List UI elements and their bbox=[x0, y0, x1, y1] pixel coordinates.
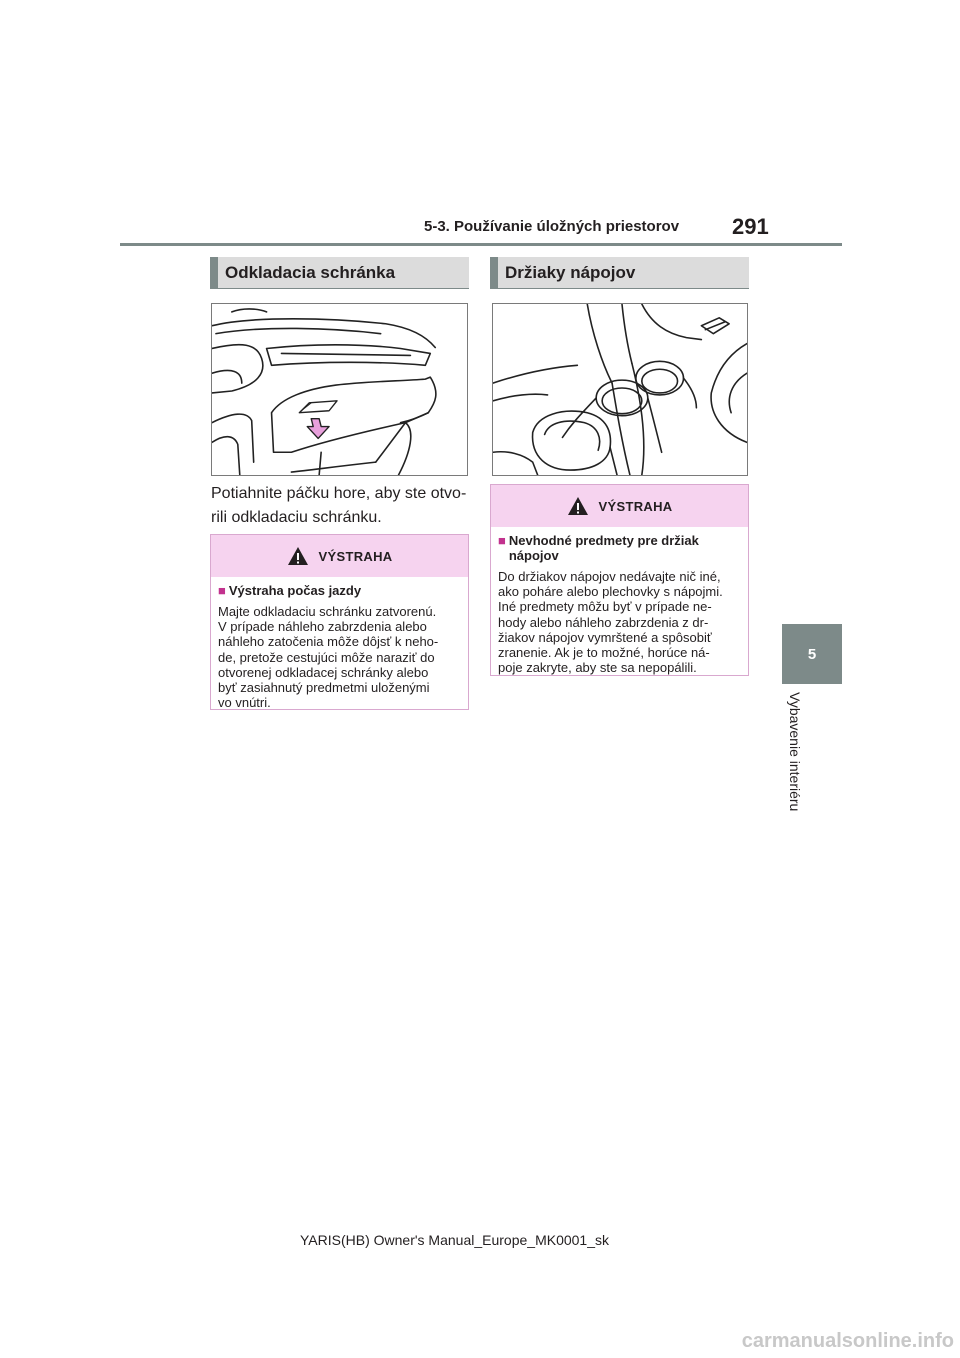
warning-label: VÝSTRAHA bbox=[318, 548, 393, 564]
cup-holders-heading: Držiaky nápojov bbox=[490, 257, 749, 289]
glovebox-caption-line2: rili odkladaciu schránku. bbox=[211, 509, 382, 526]
manual-footer: YARIS(HB) Owner's Manual_Europe_MK0001_sk bbox=[300, 1232, 609, 1248]
section-title: 5-3. Používanie úložných priestorov bbox=[424, 218, 680, 235]
page-number: 291 bbox=[732, 214, 769, 239]
glovebox-warning-box bbox=[210, 534, 469, 710]
glovebox-heading: Odkladacia schránka bbox=[210, 257, 469, 289]
warning-line: Iné predmety môžu byť v prípade ne- bbox=[498, 599, 712, 615]
glovebox-illustration bbox=[211, 303, 468, 476]
warning-line: zranenie. Ak je to možné, horúce ná- bbox=[498, 645, 710, 661]
warning-item-title bbox=[498, 533, 742, 563]
cup-holders-illustration bbox=[492, 303, 748, 476]
warning-line: hody alebo náhleho zabrzdenia z dr- bbox=[498, 614, 709, 630]
warning-line: Majte odkladaciu schránku zatvorenú. bbox=[218, 604, 437, 619]
warning-item-title-text bbox=[509, 533, 699, 563]
warning-line: vo vnútri. bbox=[218, 695, 271, 711]
warning-line: Do držiakov nápojov nedávajte nič iné, bbox=[498, 569, 721, 584]
warning-text bbox=[218, 604, 462, 710]
watermark: carmanualsonline.info bbox=[741, 1330, 954, 1352]
warning-line: poje zakryte, aby ste sa nepopálili. bbox=[498, 660, 697, 676]
warning-item-title-line: Nevhodné predmety pre držiak bbox=[508, 533, 699, 548]
warning-item-title bbox=[218, 583, 462, 598]
chapter-title: Vybavenie interiéru bbox=[787, 692, 803, 812]
warning-text bbox=[498, 569, 742, 675]
square-bullet-icon: ■ bbox=[498, 533, 506, 548]
warning-line: ako poháre alebo plechovky s nápojmi. bbox=[498, 584, 723, 600]
warning-item-title-text: Výstraha počas jazdy bbox=[228, 583, 362, 598]
glovebox-caption-line1: Potiahnite páčku hore, aby ste otvo- bbox=[211, 485, 467, 502]
warning-triangle-icon bbox=[287, 546, 309, 566]
warning-line: V prípade náhleho zabrzdenia alebo bbox=[218, 619, 427, 635]
warning-triangle-icon bbox=[567, 496, 589, 516]
warning-line: de, pretože cestujúci môže naraziť do bbox=[218, 649, 435, 665]
warning-line: žiakov nápojov vymrštené a spôsobiť bbox=[498, 629, 712, 645]
chapter-tab: 5 bbox=[782, 624, 842, 684]
warning-label: VÝSTRAHA bbox=[598, 498, 673, 514]
warning-item-title-line: nápojov bbox=[508, 548, 559, 563]
square-bullet-icon: ■ bbox=[218, 583, 226, 598]
warning-header bbox=[491, 485, 748, 527]
header-rule bbox=[120, 243, 842, 246]
warning-line: byť zasiahnutý predmetmi uloženými bbox=[218, 680, 430, 696]
warning-line: náhleho zatočenia môže dôjsť k neho- bbox=[218, 634, 439, 650]
warning-line: otvorenej odkladacej schránky alebo bbox=[218, 664, 429, 680]
warning-header bbox=[211, 535, 468, 577]
cup-holders-warning-box bbox=[490, 484, 749, 676]
